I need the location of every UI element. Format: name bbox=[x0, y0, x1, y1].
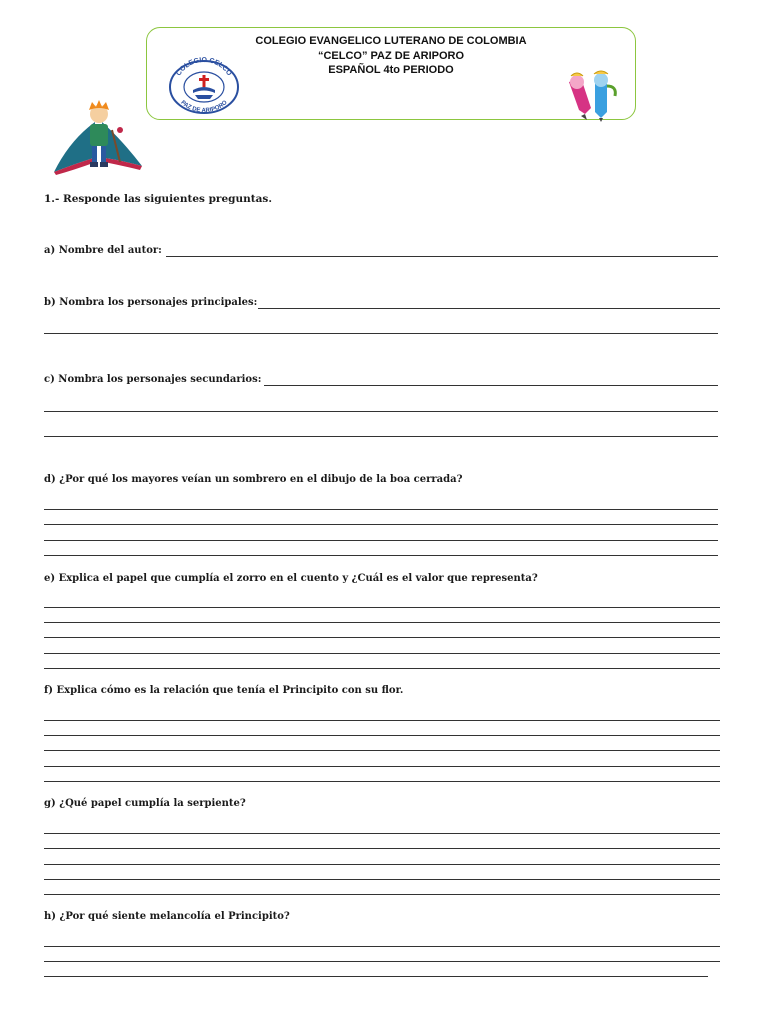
answer-line[interactable] bbox=[44, 622, 720, 623]
question-g: g) ¿Qué papel cumplía la serpiente? bbox=[44, 798, 246, 809]
answer-line[interactable] bbox=[44, 509, 718, 510]
little-prince-illustration-icon bbox=[50, 100, 146, 178]
school-name: COLEGIO EVANGELICO LUTERANO DE COLOMBIA bbox=[255, 35, 527, 47]
answer-line[interactable] bbox=[44, 555, 718, 556]
question-e: e) Explica el papel que cumplía el zorro en el cuento y ¿Cuál es el valor que representa? bbox=[44, 573, 538, 584]
answer-line[interactable] bbox=[44, 750, 720, 751]
answer-line[interactable] bbox=[44, 411, 718, 412]
answer-line[interactable] bbox=[44, 720, 720, 721]
answer-line[interactable] bbox=[44, 894, 720, 895]
answer-line[interactable] bbox=[166, 256, 718, 257]
answer-line[interactable] bbox=[44, 653, 720, 654]
answer-line[interactable] bbox=[44, 637, 720, 638]
question-f: f) Explica cómo es la relación que tenía el Principito con su flor. bbox=[44, 685, 404, 696]
answer-line[interactable] bbox=[44, 668, 720, 669]
answer-line[interactable] bbox=[44, 976, 708, 977]
seal-text-top: COLEGIO CELCO bbox=[175, 56, 233, 78]
school-seal-icon bbox=[167, 56, 241, 114]
pencil-characters-icon bbox=[561, 68, 623, 122]
answer-line[interactable] bbox=[264, 385, 718, 386]
question-a: a) Nombre del autor: bbox=[44, 245, 162, 256]
answer-line[interactable] bbox=[258, 308, 720, 309]
answer-line[interactable] bbox=[44, 607, 720, 608]
question-c: c) Nombra los personajes secundarios: bbox=[44, 374, 262, 385]
school-subtitle: “CELCO” PAZ DE ARIPORO bbox=[317, 49, 465, 62]
answer-line[interactable] bbox=[44, 781, 720, 782]
answer-line[interactable] bbox=[44, 524, 718, 525]
answer-line[interactable] bbox=[44, 766, 720, 767]
answer-line[interactable] bbox=[44, 864, 720, 865]
answer-line[interactable] bbox=[44, 961, 720, 962]
answer-line[interactable] bbox=[44, 879, 720, 880]
answer-line[interactable] bbox=[44, 946, 720, 947]
answer-line[interactable] bbox=[44, 333, 718, 334]
question-b: b) Nombra los personajes principales: bbox=[44, 297, 258, 308]
answer-line[interactable] bbox=[44, 735, 720, 736]
instruction-text: 1.- Responde las siguientes preguntas. bbox=[44, 193, 272, 205]
course-period: ESPAÑOL 4to PERIODO bbox=[328, 64, 454, 76]
answer-line[interactable] bbox=[44, 833, 720, 834]
question-h: h) ¿Por qué siente melancolía el Principito? bbox=[44, 911, 290, 922]
answer-line[interactable] bbox=[44, 848, 720, 849]
answer-line[interactable] bbox=[44, 436, 718, 437]
answer-line[interactable] bbox=[44, 540, 718, 541]
seal-text-bottom: PAZ DE ARIPORO bbox=[179, 99, 229, 114]
school-header bbox=[146, 27, 636, 120]
question-d: d) ¿Por qué los mayores veían un sombrero en el dibujo de la boa cerrada? bbox=[44, 474, 463, 485]
